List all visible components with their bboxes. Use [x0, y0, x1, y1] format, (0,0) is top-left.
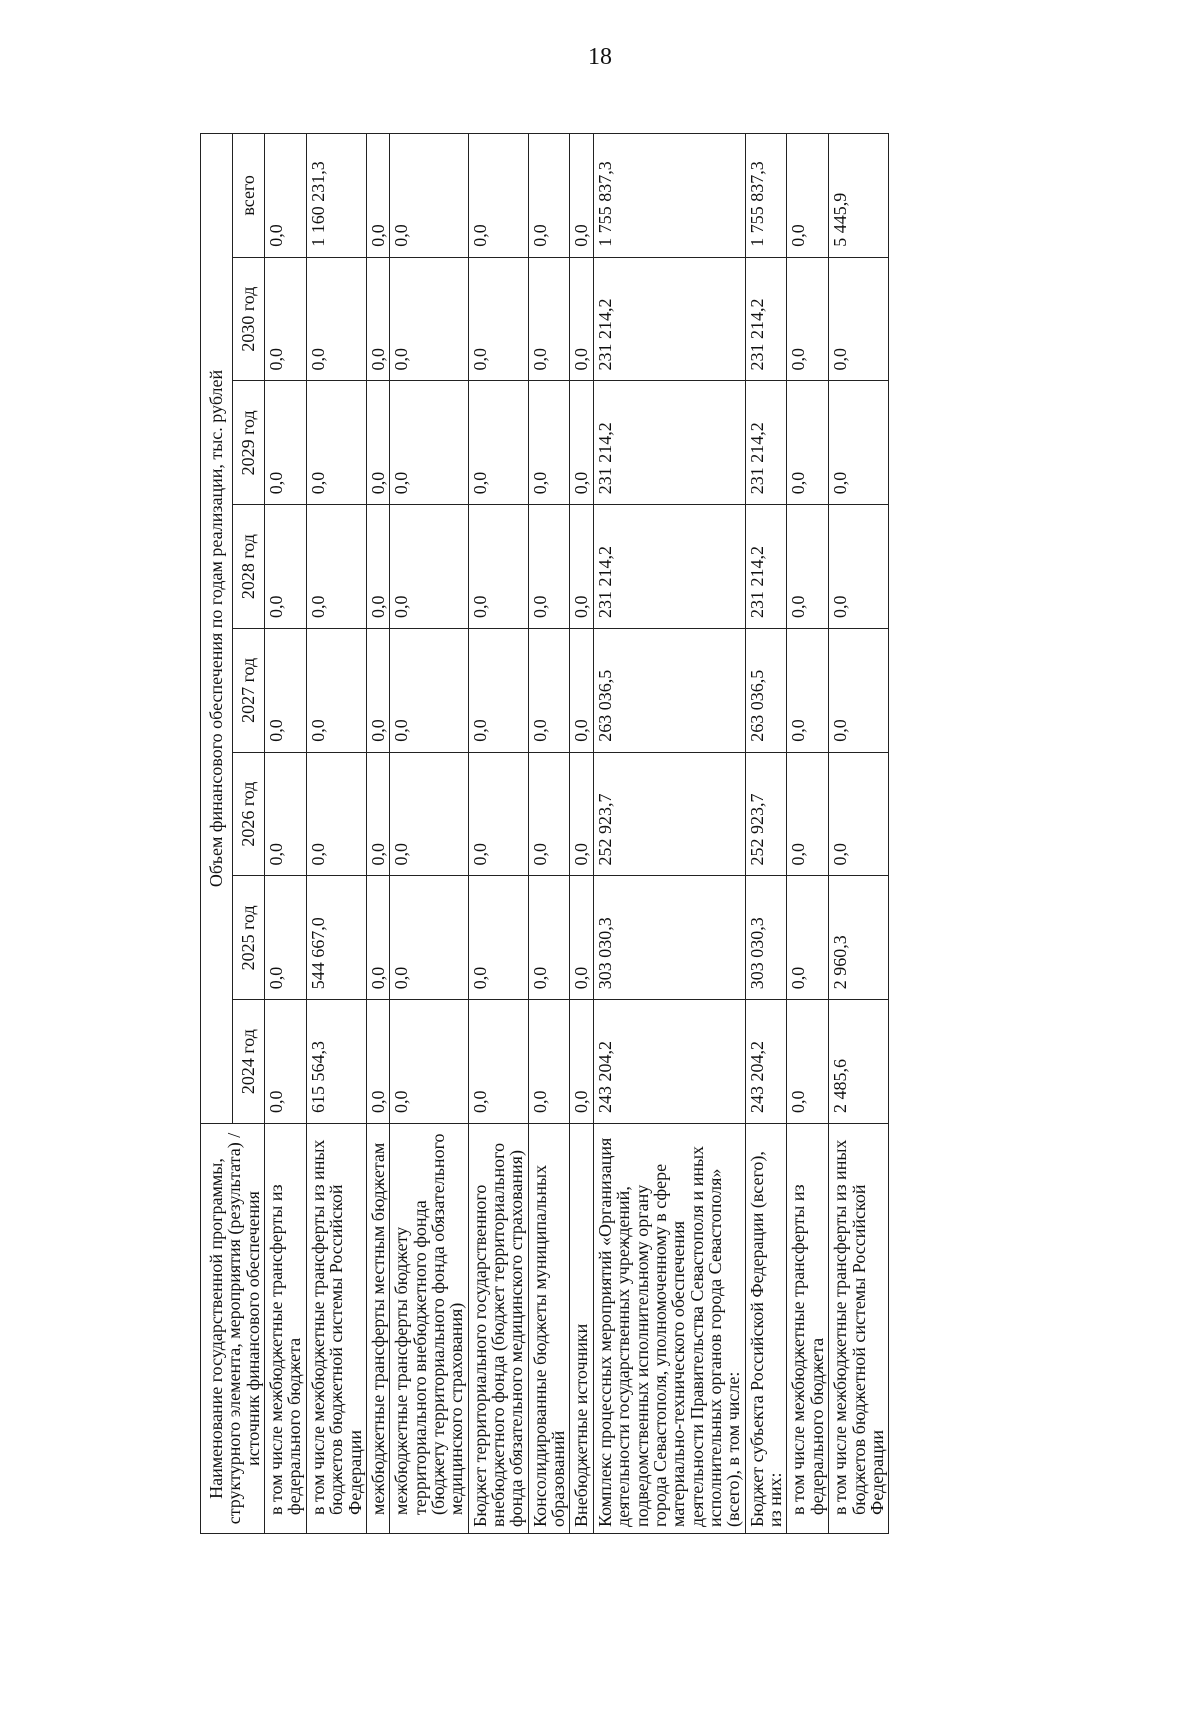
value-cell: 0,0 [829, 505, 889, 629]
value-cell: 0,0 [570, 257, 593, 381]
financing-table-rotated [200, 134, 1180, 1534]
table-row [787, 133, 829, 1533]
value-cell: 0,0 [265, 1000, 307, 1124]
table-row [829, 133, 889, 1533]
value-cell: 1 755 837,3 [745, 133, 787, 257]
value-cell: 0,0 [570, 876, 593, 1000]
value-cell: 0,0 [787, 752, 829, 876]
value-cell: 0,0 [366, 381, 389, 505]
value-cell: 263 036,5 [593, 629, 745, 753]
value-cell: 0,0 [787, 1000, 829, 1124]
row-label: Комплекс процессных мероприятий «Организация деятельности государственных учреждений, подведомственных исполнительному органу города Севастополя, уполномоченному в сфере материально-технического обеспечения деятельности Правительства Севастополя и иных исполнительных органов города Севастополя» (всего), в том числе: [593, 1124, 745, 1534]
value-cell: 0,0 [366, 629, 389, 753]
value-cell: 0,0 [787, 133, 829, 257]
value-cell: 231 214,2 [745, 381, 787, 505]
row-label: в том числе межбюджетные трансферты из федерального бюджета [787, 1124, 829, 1534]
value-cell: 0,0 [265, 133, 307, 257]
value-cell: 0,0 [787, 876, 829, 1000]
row-label: Консолидированные бюджеты муниципальных образований [528, 1124, 570, 1534]
row-label: в том числе межбюджетные трансферты из иных бюджетов бюджетной системы Российской Федерации [306, 1124, 366, 1534]
value-cell: 0,0 [306, 629, 366, 753]
value-cell: 243 204,2 [593, 1000, 745, 1124]
value-cell: 0,0 [390, 381, 468, 505]
value-cell: 231 214,2 [593, 257, 745, 381]
row-label: Бюджет субъекта Российской Федерации (всего), из них: [745, 1124, 787, 1534]
value-cell: 231 214,2 [593, 381, 745, 505]
name-column-header: Наименование государственной программы, структурного элемента, мероприятия (результата) / источник финансового обеспечения [201, 1124, 265, 1534]
table-row [468, 133, 528, 1533]
value-cell: 0,0 [829, 381, 889, 505]
value-cell: 0,0 [528, 629, 570, 753]
value-cell: 0,0 [265, 257, 307, 381]
year-header: 2027 год [233, 629, 265, 753]
table-row [366, 133, 389, 1533]
table-row [570, 133, 593, 1533]
value-cell: 0,0 [366, 1000, 389, 1124]
value-cell: 0,0 [306, 752, 366, 876]
value-cell: 243 204,2 [745, 1000, 787, 1124]
value-cell: 0,0 [570, 1000, 593, 1124]
value-cell: 5 445,9 [829, 133, 889, 257]
value-cell: 0,0 [468, 257, 528, 381]
value-cell: 0,0 [787, 381, 829, 505]
value-cell: 0,0 [468, 133, 528, 257]
value-cell: 0,0 [829, 752, 889, 876]
value-cell: 0,0 [468, 876, 528, 1000]
value-cell: 0,0 [306, 257, 366, 381]
value-cell: 0,0 [265, 752, 307, 876]
value-cell: 0,0 [390, 752, 468, 876]
value-cell: 0,0 [265, 505, 307, 629]
value-cell: 0,0 [570, 752, 593, 876]
value-cell: 252 923,7 [745, 752, 787, 876]
value-cell: 231 214,2 [745, 505, 787, 629]
value-cell: 0,0 [468, 381, 528, 505]
value-cell: 0,0 [390, 876, 468, 1000]
value-cell: 0,0 [366, 133, 389, 257]
value-cell: 252 923,7 [593, 752, 745, 876]
value-cell: 0,0 [570, 381, 593, 505]
value-cell: 2 960,3 [829, 876, 889, 1000]
year-header: 2026 год [233, 752, 265, 876]
value-cell: 231 214,2 [593, 505, 745, 629]
year-header: 2028 год [233, 505, 265, 629]
value-cell: 0,0 [468, 1000, 528, 1124]
table-row [528, 133, 570, 1533]
value-cell: 0,0 [390, 1000, 468, 1124]
value-cell: 0,0 [265, 876, 307, 1000]
year-header: 2029 год [233, 381, 265, 505]
value-cell: 0,0 [390, 505, 468, 629]
table-body [265, 133, 889, 1533]
value-cell: 0,0 [468, 505, 528, 629]
value-cell: 303 030,3 [745, 876, 787, 1000]
table-row [390, 133, 468, 1533]
value-cell: 303 030,3 [593, 876, 745, 1000]
value-cell: 0,0 [306, 381, 366, 505]
value-cell: 0,0 [528, 257, 570, 381]
volume-column-header: Объем финансового обеспечения по годам реализации, тыс. рублей [201, 133, 233, 1123]
row-label: Внебюджетные источники [570, 1124, 593, 1534]
value-cell: 0,0 [570, 133, 593, 257]
value-cell: 0,0 [265, 381, 307, 505]
page-number: 18 [588, 44, 612, 70]
row-label: в том числе межбюджетные трансферты из иных бюджетов бюджетной системы Российской Федерации [829, 1124, 889, 1534]
year-header: 2030 год [233, 257, 265, 381]
value-cell: 263 036,5 [745, 629, 787, 753]
table-row [306, 133, 366, 1533]
value-cell: 231 214,2 [745, 257, 787, 381]
value-cell: 0,0 [366, 752, 389, 876]
value-cell: 0,0 [390, 257, 468, 381]
value-cell: 0,0 [829, 629, 889, 753]
value-cell: 1 160 231,3 [306, 133, 366, 257]
value-cell: 0,0 [528, 505, 570, 629]
value-cell: 0,0 [570, 629, 593, 753]
value-cell: 0,0 [528, 1000, 570, 1124]
value-cell: 0,0 [787, 505, 829, 629]
row-label: в том числе межбюджетные трансферты из федерального бюджета [265, 1124, 307, 1534]
value-cell: 0,0 [528, 752, 570, 876]
year-header: 2024 год [233, 1000, 265, 1124]
value-cell: 0,0 [787, 629, 829, 753]
value-cell: 544 667,0 [306, 876, 366, 1000]
value-cell: 0,0 [468, 629, 528, 753]
table-row [745, 133, 787, 1533]
financing-table [200, 133, 889, 1534]
value-cell: 0,0 [366, 876, 389, 1000]
value-cell: 0,0 [528, 876, 570, 1000]
value-cell: 1 755 837,3 [593, 133, 745, 257]
value-cell: 0,0 [366, 257, 389, 381]
header-row-top [201, 133, 233, 1533]
value-cell: 0,0 [306, 505, 366, 629]
year-header: всего [233, 133, 265, 257]
value-cell: 0,0 [570, 505, 593, 629]
value-cell: 0,0 [265, 629, 307, 753]
value-cell: 0,0 [787, 257, 829, 381]
year-header: 2025 год [233, 876, 265, 1000]
table-row [265, 133, 307, 1533]
value-cell: 0,0 [528, 381, 570, 505]
value-cell: 0,0 [829, 257, 889, 381]
row-label: Бюджет территориального государственного внебюджетного фонда (бюджет территориального фонда обязательного медицинского страхования) [468, 1124, 528, 1534]
value-cell: 615 564,3 [306, 1000, 366, 1124]
value-cell: 0,0 [366, 505, 389, 629]
value-cell: 0,0 [390, 629, 468, 753]
row-label: межбюджетные трансферты бюджету территориального внебюджетного фонда (бюджету территориального фонда обязательного медицинского страхования) [390, 1124, 468, 1534]
value-cell: 0,0 [528, 133, 570, 257]
row-label: межбюджетные трансферты местным бюджетам [366, 1124, 389, 1534]
value-cell: 0,0 [468, 752, 528, 876]
table-row [593, 133, 745, 1533]
value-cell: 0,0 [390, 133, 468, 257]
value-cell: 2 485,6 [829, 1000, 889, 1124]
